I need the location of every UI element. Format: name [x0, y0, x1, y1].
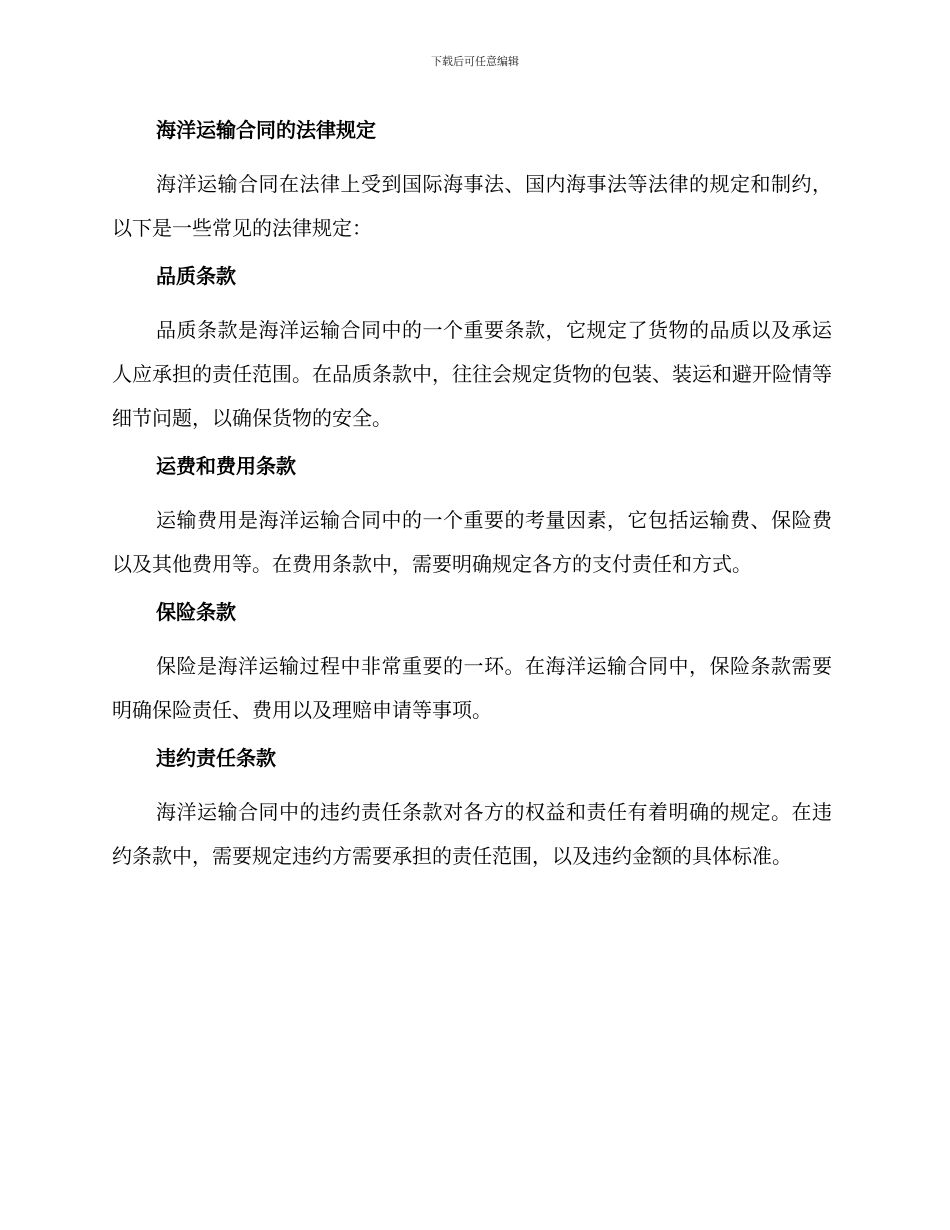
section-heading-freight: 运费和费用条款	[156, 454, 296, 478]
page-header: 下载后可任意编辑	[431, 55, 519, 68]
section-body-quality: 品质条款是海洋运输合同中的一个重要条款，它规定了货物的品质以及承运人应承担的责任范围。在品质条款中，往往会规定货物的包装、装运和避开险情等细节问题，以确保货物的安全。	[112, 318, 832, 430]
section-body-insurance: 保险是海洋运输过程中非常重要的一环。在海洋运输合同中，保险条款需要明确保险责任、费用以及理赔申请等事项。	[112, 654, 832, 722]
document-body	[112, 112, 832, 886]
section-body-freight: 运输费用是海洋运输合同中的一个重要的考量因素，它包括运输费、保险费以及其他费用等。在费用条款中，需要明确规定各方的支付责任和方式。	[112, 508, 832, 576]
section-heading-insurance: 保险条款	[156, 600, 236, 624]
section-body-breach: 海洋运输合同中的违约责任条款对各方的权益和责任有着明确的规定。在违约条款中，需要规定违约方需要承担的责任范围，以及违约金额的具体标准。	[112, 800, 832, 868]
section-heading-breach: 违约责任条款	[156, 746, 276, 770]
section-heading-quality: 品质条款	[156, 264, 236, 288]
intro-paragraph: 海洋运输合同在法律上受到国际海事法、国内海事法等法律的规定和制约，以下是一些常见的法律规定：	[112, 172, 832, 240]
document-title: 海洋运输合同的法律规定	[156, 118, 376, 142]
